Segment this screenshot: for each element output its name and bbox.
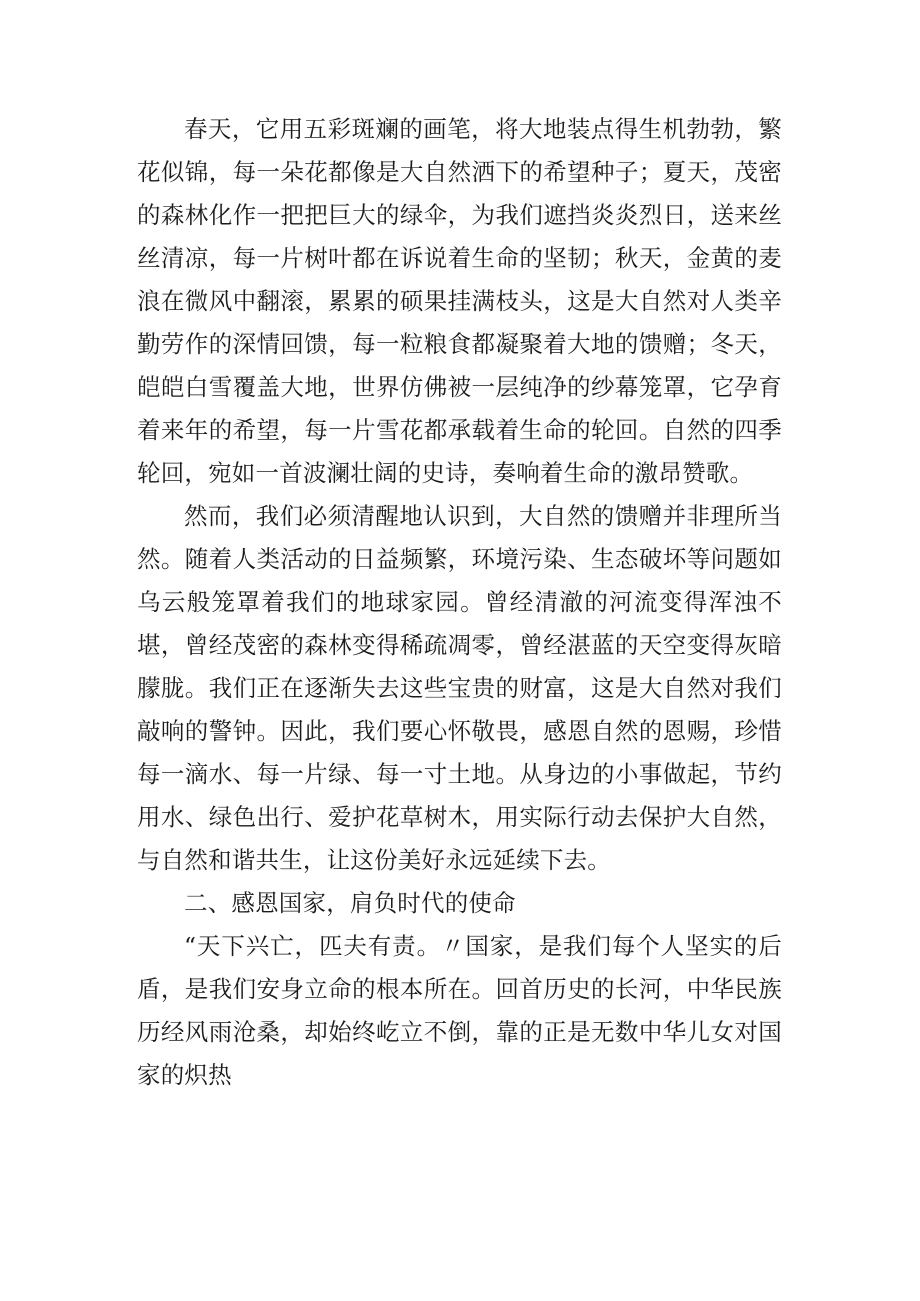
paragraph-protect-nature: 然而，我们必须清醒地认识到，大自然的馈赠并非理所当然。随着人类活动的日益频繁，环境污染、生态破坏等问题如乌云般笼罩着我们的地球家园。曾经清澈的河流变得浑浊不堪，曾经茂密的森林变得稀疏凋零，曾经湛蓝的天空变得灰暗朦胧。我们正在逐渐失去这些宝贵的财富，这是大自然对我们敲响的警钟。因此，我们要心怀敬畏，感恩自然的恩赐，珍惜每一滴水、每一片绿、每一寸土地。从身边的小事做起，节约用水、绿色出行、爱护花草树木，用实际行动去保护大自然，与自然和谐共生，让这份美好永远延续下去。	[137, 502, 782, 874]
document-body	[137, 108, 782, 1097]
paragraph-seasons: 春天，它用五彩斑斓的画笔，将大地装点得生机勃勃，繁花似锦，每一朵花都像是大自然洒下的希望种子；夏天，茂密的森林化作一把把巨大的绿伞，为我们遮挡炎炎烈日，送来丝丝清凉，每一片树叶都在诉说着生命的坚韧；秋天，金黄的麦浪在微风中翻滚，累累的硕果挂满枝头，这是大自然对人类辛勤劳作的深情回馈，每一粒粮食都凝聚着大地的馈赠；冬天，皑皑白雪覆盖大地，世界仿佛被一层纯净的纱幕笼罩，它孕育着来年的希望，每一片雪花都承载着生命的轮回。自然的四季轮回，宛如一首波澜壮阔的史诗，奏响着生命的激昂赞歌。	[137, 115, 782, 487]
paragraph-country: “天下兴亡，匹夫有责。〃国家，是我们每个人坚实的后盾，是我们安身立命的根本所在。回首历史的长河，中华民族历经风雨沧桑，却始终屹立不倒，靠的正是无数中华儿女对国家的炽热	[137, 932, 782, 1089]
section-heading: 二、感恩国家，肩负时代的使命	[184, 889, 516, 917]
